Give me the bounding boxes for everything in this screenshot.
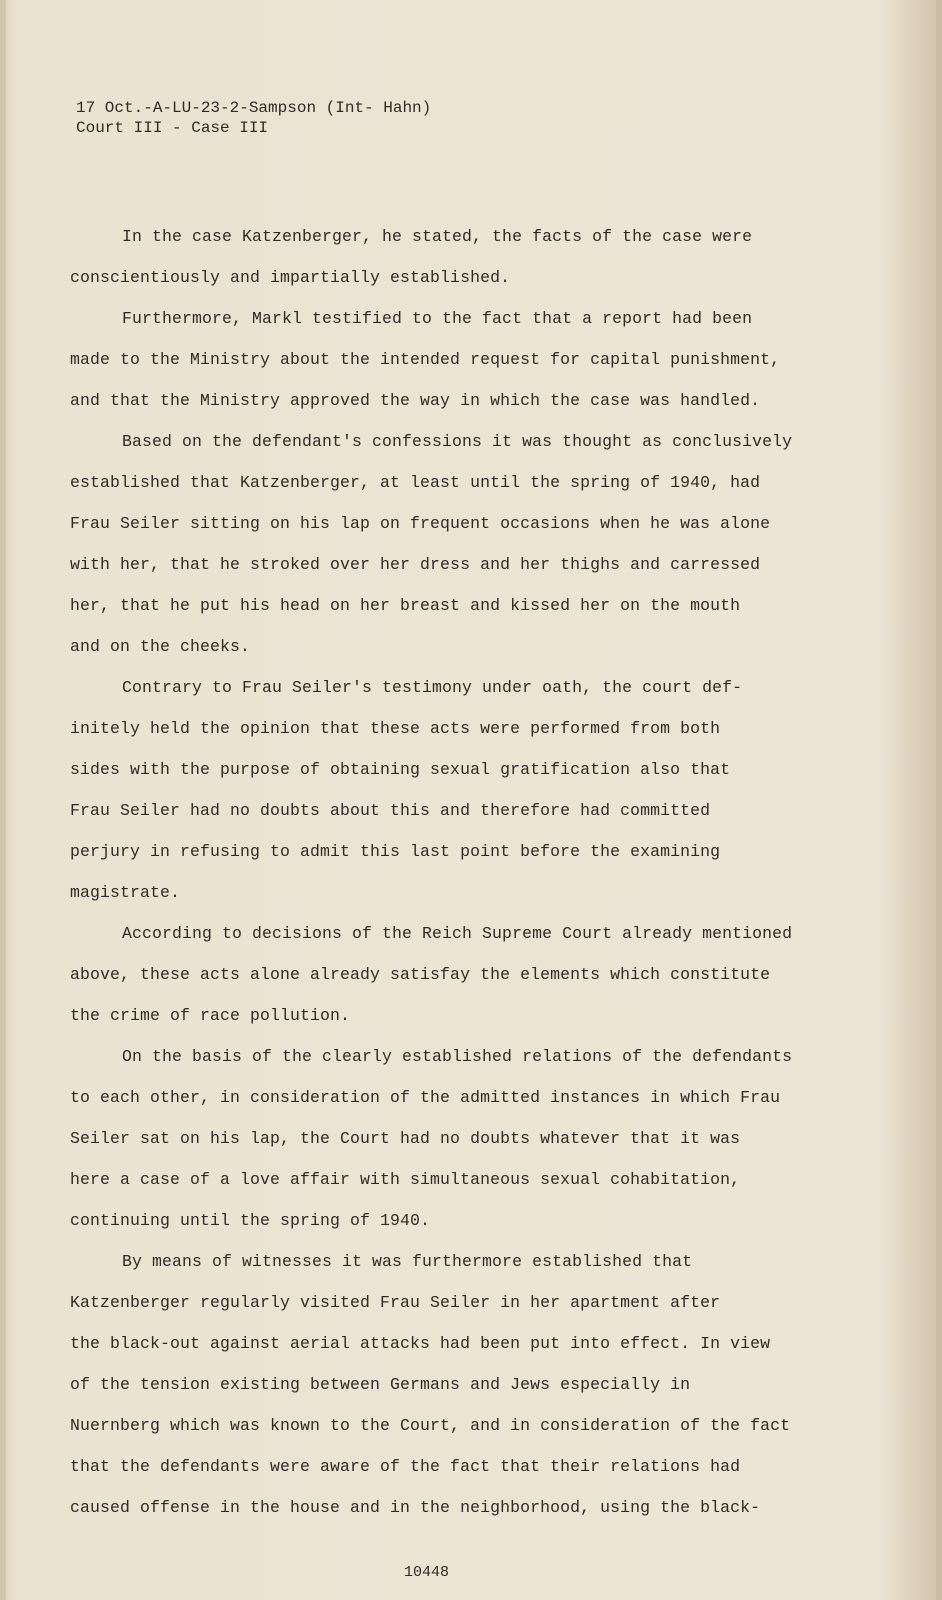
- paragraph-line: caused offense in the house and in the neighborhood, using the black-: [70, 1498, 761, 1517]
- paragraph-line: her, that he put his head on her breast and kissed her on the mouth: [70, 596, 741, 615]
- paragraph-line: magistrate.: [70, 883, 181, 902]
- header-line-2: Court III - Case III: [76, 119, 269, 137]
- paragraph-line: Contrary to Frau Seiler's testimony under oath, the court def-: [122, 678, 743, 697]
- paragraph: [70, 913, 830, 1036]
- paragraph-line: perjury in refusing to admit this last point before the examining: [70, 842, 721, 861]
- paragraph-line: According to decisions of the Reich Supreme Court already mentioned: [122, 924, 793, 943]
- paragraph-line: here a case of a love affair with simultaneous sexual cohabitation,: [70, 1170, 741, 1189]
- paragraph: [70, 298, 830, 421]
- paragraph-line: the crime of race pollution.: [70, 1006, 351, 1025]
- paragraph-line: conscientiously and impartially established.: [70, 268, 511, 287]
- paragraph-line: sides with the purpose of obtaining sexual gratification also that: [70, 760, 731, 779]
- paragraph-line: that the defendants were aware of the fact that their relations had: [70, 1457, 741, 1476]
- paragraph-line: above, these acts alone already satisfay the elements which constitute: [70, 965, 771, 984]
- paragraph-line: of the tension existing between Germans and Jews especially in: [70, 1375, 691, 1394]
- paragraph-line: By means of witnesses it was furthermore established that: [122, 1252, 693, 1271]
- paragraph-line: Katzenberger regularly visited Frau Seiler in her apartment after: [70, 1293, 721, 1312]
- paragraph-line: In the case Katzenberger, he stated, the facts of the case were: [122, 227, 753, 246]
- paragraph-line: Furthermore, Markl testified to the fact that a report had been: [122, 309, 753, 328]
- paragraph-line: and that the Ministry approved the way in which the case was handled.: [70, 391, 761, 410]
- paragraph-line: Seiler sat on his lap, the Court had no doubts whatever that it was: [70, 1129, 741, 1148]
- document-header: [76, 98, 431, 138]
- paragraph-line: Frau Seiler sitting on his lap on frequent occasions when he was alone: [70, 514, 771, 533]
- paragraph-line: with her, that he stroked over her dress and her thighs and carressed: [70, 555, 761, 574]
- paragraph-line: established that Katzenberger, at least until the spring of 1940, had: [70, 473, 761, 492]
- page-right-edge: [936, 0, 942, 1600]
- paragraph: [70, 216, 830, 298]
- paragraph-line: the black-out against aerial attacks had been put into effect. In view: [70, 1334, 771, 1353]
- paragraph: [70, 1241, 830, 1528]
- header-line-1: 17 Oct.-A-LU-23-2-Sampson (Int- Hahn): [76, 99, 432, 117]
- paragraph-line: and on the cheeks.: [70, 637, 251, 656]
- paragraph-line: to each other, in consideration of the admitted instances in which Frau: [70, 1088, 781, 1107]
- paragraph-line: Based on the defendant's confessions it was thought as conclusively: [122, 432, 793, 451]
- paragraph: [70, 1036, 830, 1241]
- page-left-edge: [0, 0, 6, 1600]
- paragraph-line: continuing until the spring of 1940.: [70, 1211, 431, 1230]
- paragraph: [70, 421, 830, 667]
- paragraph-line: made to the Ministry about the intended request for capital punishment,: [70, 350, 781, 369]
- document-body: [70, 216, 830, 1528]
- paragraph-line: Frau Seiler had no doubts about this and therefore had committed: [70, 801, 711, 820]
- paragraph-line: Nuernberg which was known to the Court, and in consideration of the fact: [70, 1416, 791, 1435]
- paragraph-line: initely held the opinion that these acts were performed from both: [70, 719, 721, 738]
- page-number: 10448: [404, 1564, 450, 1581]
- paragraph-line: On the basis of the clearly established relations of the defendants: [122, 1047, 793, 1066]
- paragraph: [70, 667, 830, 913]
